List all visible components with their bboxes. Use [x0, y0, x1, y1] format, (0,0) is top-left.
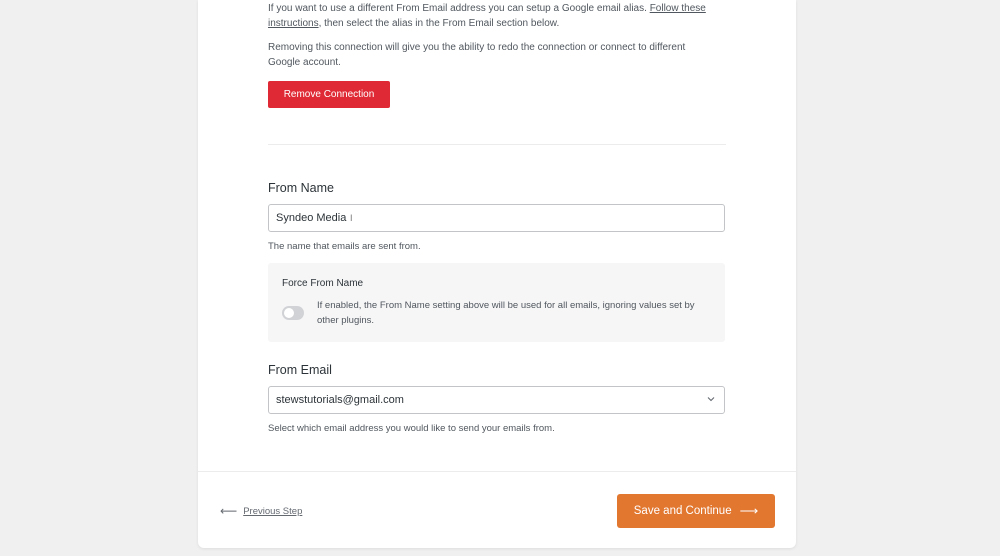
alias-info-text-start: If you want to use a different From Email address you can setup a Google email alias.: [268, 3, 650, 14]
force-from-name-panel: [268, 263, 725, 342]
toggle-knob: [284, 308, 294, 318]
remove-connection-info: Removing this connection will give you the ability to redo the connection or connect to different Google account.: [268, 42, 686, 68]
setup-wizard-card: [198, 0, 796, 548]
arrow-left-icon: ⟵: [220, 504, 238, 518]
from-name-title: From Name: [268, 181, 334, 195]
text-cursor-icon: I: [350, 213, 353, 223]
alias-info-text-end: , then select the alias in the From Email section below.: [318, 17, 560, 29]
force-from-name-toggle[interactable]: [282, 306, 304, 320]
alias-info-text: [268, 2, 726, 31]
force-from-name-title: Force From Name: [282, 278, 364, 289]
save-and-continue-label: Save and Continue: [633, 505, 732, 517]
previous-step-label: Previous Step: [243, 505, 303, 517]
arrow-right-icon: ⟶: [739, 503, 759, 518]
save-and-continue-button[interactable]: [617, 494, 775, 528]
section-divider: [268, 144, 726, 145]
from-name-help: The name that emails are sent from.: [268, 241, 421, 252]
remove-connection-button[interactable]: Remove Connection: [268, 81, 390, 108]
force-from-name-description: If enabled, the From Name setting above will be used for all emails, ignoring values set by other plugins.: [317, 300, 695, 326]
from-email-help: Select which email address you would like to send your emails from.: [268, 423, 555, 434]
follow-instructions-link[interactable]: Follow these instructions: [268, 3, 706, 29]
chevron-down-icon: [707, 395, 715, 403]
previous-step-link[interactable]: [220, 504, 302, 518]
from-email-select[interactable]: [268, 386, 725, 414]
from-email-title: From Email: [268, 363, 332, 377]
footer-divider: [198, 471, 796, 472]
from-email-selected-value: stewstutorials@gmail.com: [276, 394, 404, 406]
from-name-input[interactable]: [268, 204, 725, 232]
